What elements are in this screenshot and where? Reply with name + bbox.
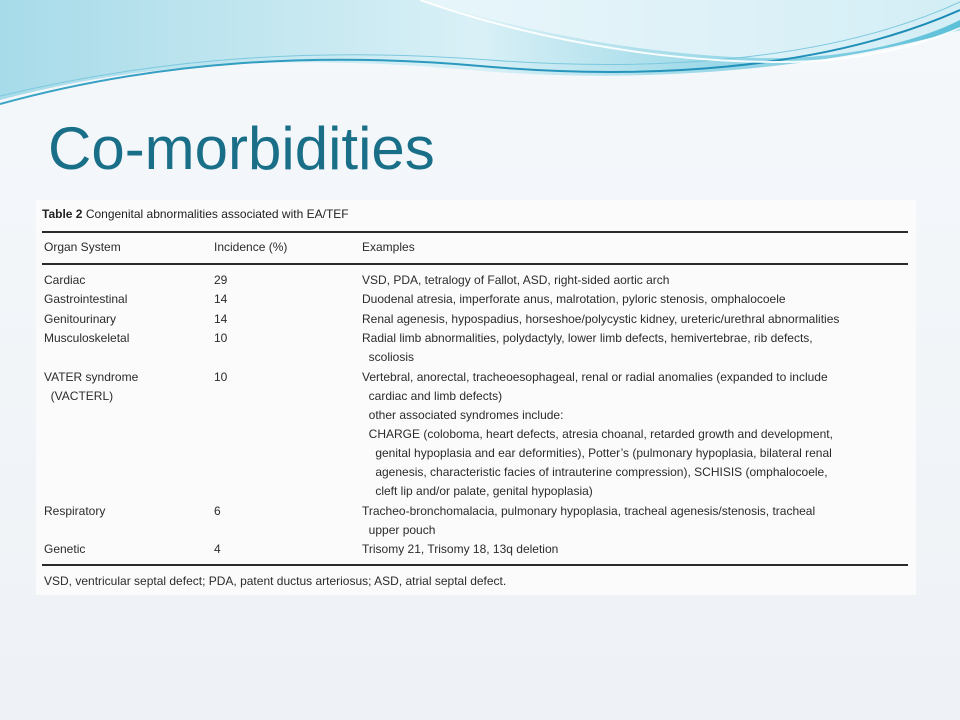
table-footnote: VSD, ventricular septal defect; PDA, patent ductus arteriosus; ASD, atrial septal defect. — [44, 574, 507, 588]
organ-system-cell-continued: (VACTERL) — [44, 389, 114, 403]
examples-cell-continued: upper pouch — [362, 523, 436, 537]
examples-cell: Renal agenesis, hypospadius, horseshoe/polycystic kidney, ureteric/urethral abnormalities — [362, 312, 840, 326]
table-figure — [36, 200, 916, 595]
examples-cell: Trisomy 21, Trisomy 18, 13q deletion — [362, 542, 559, 556]
organ-system-cell: Cardiac — [44, 273, 86, 287]
organ-system-cell: Genitourinary — [44, 312, 117, 326]
examples-cell-continued: other associated syndromes include: — [362, 408, 564, 422]
examples-cell: Tracheo-bronchomalacia, pulmonary hypoplasia, tracheal agenesis/stenosis, tracheal — [362, 504, 816, 518]
decorative-wave — [0, 0, 960, 120]
examples-cell-continued: agenesis, characteristic facies of intrauterine compression), SCHISIS (omphalocoele, — [362, 465, 828, 479]
header-organ-system: Organ System — [44, 240, 121, 254]
organ-system-cell: Musculoskeletal — [44, 331, 130, 345]
incidence-cell: 29 — [214, 273, 228, 287]
header-incidence: Incidence (%) — [214, 240, 288, 254]
examples-cell-continued: genital hypoplasia and ear deformities), Potter’s (pulmonary hypoplasia, bilateral renal — [362, 446, 832, 460]
incidence-cell: 14 — [214, 292, 228, 306]
header-examples: Examples — [362, 240, 415, 254]
examples-cell-continued: scoliosis — [362, 350, 415, 364]
table-label: Table 2 — [42, 207, 83, 221]
incidence-cell: 10 — [214, 370, 228, 384]
organ-system-cell: Gastrointestinal — [44, 292, 128, 306]
slide-title: Co-morbidities — [48, 115, 435, 182]
incidence-cell: 4 — [214, 542, 221, 556]
table-caption — [42, 207, 349, 221]
table-bottom-rule — [42, 564, 908, 566]
table-top-rule — [42, 231, 908, 233]
organ-system-cell: VATER syndrome — [44, 370, 139, 384]
incidence-cell: 14 — [214, 312, 228, 326]
examples-cell: Vertebral, anorectal, tracheoesophageal, renal or radial anomalies (expanded to include — [362, 370, 828, 384]
organ-system-cell: Respiratory — [44, 504, 106, 518]
organ-system-cell: Genetic — [44, 542, 86, 556]
examples-cell-continued: CHARGE (coloboma, heart defects, atresia choanal, retarded growth and development, — [362, 427, 833, 441]
header-rule — [42, 263, 908, 265]
incidence-cell: 10 — [214, 331, 228, 345]
table-caption-text: Congenital abnormalities associated with EA/TEF — [85, 207, 349, 221]
examples-cell-continued: cleft lip and/or palate, genital hypoplasia) — [362, 484, 593, 498]
examples-cell: Duodenal atresia, imperforate anus, malrotation, pyloric stenosis, omphalocoele — [362, 292, 786, 306]
incidence-cell: 6 — [214, 504, 221, 518]
examples-cell-continued: cardiac and limb defects) — [362, 389, 503, 403]
examples-cell: VSD, PDA, tetralogy of Fallot, ASD, right-sided aortic arch — [362, 273, 670, 287]
examples-cell: Radial limb abnormalities, polydactyly, lower limb defects, hemivertebrae, rib defects, — [362, 331, 813, 345]
